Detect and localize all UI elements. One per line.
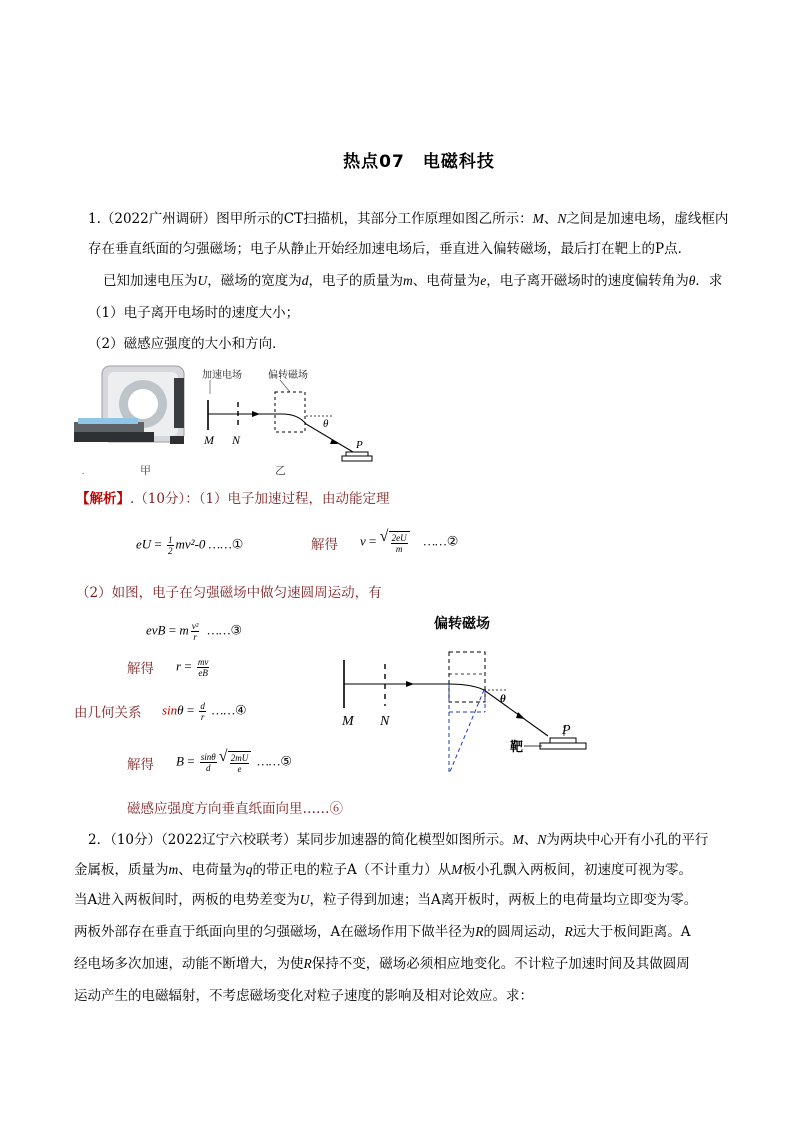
q1-line1-text-b: 之间是加速电场，虚线框内 — [566, 211, 729, 227]
q2-line5-a: 经电场多次加速，动能不断增大，为使 — [74, 956, 304, 972]
fig2-label-N: N — [380, 714, 390, 729]
fig2-label-target: 靶 — [510, 739, 524, 754]
q2-line4-c: 远大于板间距离。A — [572, 924, 691, 940]
field-direction — [127, 799, 343, 819]
target-plate — [540, 743, 586, 749]
eq-radius: r = $\frac{mv}{eB}$ — [176, 657, 209, 678]
q1-sub2: （2）磁感应强度的大小和方向． — [88, 336, 286, 352]
geometry-label: 由几何关系 — [74, 705, 142, 721]
q1-sub1: （1）电子离开电场时的速度大小； — [88, 305, 300, 321]
fig2-label-deflect: 偏转磁场 — [434, 617, 490, 632]
eq3-m: m — [179, 622, 189, 638]
eq1-rhs: mv²-0 …… — [175, 536, 232, 552]
q1-line3-e: ，电子离开磁场时的速度偏转角为 — [486, 273, 689, 289]
fig2-label-P: P — [562, 723, 571, 738]
eq-field-B: B = $\frac{\sin\theta}{d}$ √ $\frac{2mU}{e}$ ……⑤ — [176, 748, 293, 774]
fig2-field-box — [449, 652, 485, 702]
page-title — [0, 147, 794, 172]
circ-4: ④ — [235, 703, 247, 719]
solution-intro-text: .（10分）：（1）电子加速过程，由动能定理 — [130, 491, 390, 507]
frac-half: $\frac{1}{2}$ — [168, 535, 173, 556]
radius-line-2 — [449, 690, 484, 774]
solution-part2-intro: （2）如图，电子在匀强磁场中做匀速圆周运动，有 — [76, 585, 382, 601]
q1-var-N: N — [557, 211, 567, 226]
eq3-lhs: evB — [146, 622, 166, 638]
eq-lorentz: evB = m $\frac{\text{v²}}{r}$ ……③ — [146, 621, 243, 642]
q2-line6: 运动产生的电磁辐射，不考虑磁场变化对粒子速度的影响及相对论效应。求： — [74, 988, 533, 1004]
eq1-lhs: eU — [136, 536, 152, 552]
eq5-tail: …… — [211, 702, 236, 718]
q2-line2-d: 板小孔飘入两板间，初速度可视为零。 — [462, 862, 692, 878]
fig1-label-N: N — [232, 433, 241, 447]
solution-intro — [76, 489, 390, 509]
electron-path — [208, 414, 353, 452]
circ-3: ③ — [230, 623, 243, 639]
eq5-sin: sin — [162, 702, 178, 718]
frac-v2-r: $\frac{\text{v²}}{r}$ — [191, 621, 199, 642]
field-box — [275, 392, 305, 432]
solution-tag: 【解析】 — [76, 491, 130, 507]
caption-jia: 甲 — [140, 465, 151, 477]
frac-d-r: $\frac{d}{r}$ — [200, 701, 205, 722]
eq-velocity: v = √ $\frac{2eU}{m}$ ……② — [360, 528, 459, 554]
q1-line1 — [88, 209, 728, 229]
caption-yi: 乙 — [275, 465, 286, 477]
q2-var-N: N — [537, 832, 547, 847]
eq3-tail: …… — [207, 622, 231, 638]
eq2-v: v — [360, 533, 366, 549]
q1-line3-f: ．求 — [695, 273, 723, 289]
solve-label-1: 解得 — [311, 537, 338, 553]
circ-5: ⑤ — [280, 754, 293, 770]
q1-var-m: m — [403, 273, 413, 288]
eq6-B: B — [176, 753, 184, 769]
q1-line2: 存在垂直纸面的匀强磁场；电子从静止开始经加速电场后，垂直进入偏转磁场，最后打在靶上的P点． — [88, 241, 692, 257]
eq5-theta: θ — [177, 702, 184, 718]
figure-2 — [330, 608, 600, 778]
q2-line3 — [74, 890, 697, 910]
direction-text: 磁感应强度方向垂直纸面向里…… — [127, 801, 330, 817]
eq-energy-theorem: eU = $\frac{1}{2}$ mv²-0 ……① — [136, 535, 244, 556]
fig1-label-P: P — [356, 439, 363, 451]
q2-line3-b: ，粒子得到加速；当A离开板时，两板上的电荷量均立即变为零。 — [309, 892, 698, 908]
eq-sin-theta: sinθ = $\frac{d}{r}$ ……④ — [162, 701, 247, 722]
fig1-label-M: M — [204, 433, 214, 447]
q2-line1-a: 2．（10分）（2022辽宁六校联考）某同步加速器的简化模型如图所示。 — [88, 832, 513, 848]
fig2-electron-path — [344, 684, 548, 736]
q2-var-R2: R — [564, 924, 573, 939]
q1-var-theta: θ — [688, 273, 696, 288]
q2-sep: 、 — [523, 832, 538, 848]
title-part2: 电磁科技 — [422, 152, 495, 172]
title-part1: 热点07 — [343, 152, 405, 172]
eq6-tail: …… — [257, 753, 281, 769]
circ-1: ① — [231, 537, 244, 553]
fig2-label-M: M — [342, 714, 354, 729]
q2-line4 — [74, 922, 691, 942]
frac-mv-eB: $\frac{mv}{eB}$ — [197, 657, 209, 678]
q2-line2 — [74, 860, 692, 880]
solve-label-2: 解得 — [127, 661, 154, 677]
q1-line3-d: 、电荷量为 — [412, 273, 481, 289]
fig1-label-accel: 加速电场 — [202, 370, 242, 381]
q1-line3-b: ，磁场的宽度为 — [207, 273, 302, 289]
circ-6: ⑥ — [329, 801, 343, 817]
sqrt-2mU-e: √ $\frac{2mU}{e}$ — [219, 751, 252, 774]
fig1-label-theta: θ — [323, 418, 329, 430]
circ-2: ② — [446, 534, 459, 550]
q2-var-M: M — [512, 832, 524, 847]
fig2-label-theta: θ — [500, 693, 506, 705]
q2-line2-b: 、电荷量为 — [178, 862, 246, 878]
q2-var-R: R — [475, 924, 484, 939]
q2-var-U: U — [299, 892, 310, 907]
q1-line3-c: ，电子的质量为 — [308, 273, 403, 289]
q1-line1-text-a: 1.（2022广州调研）图甲所示的CT扫描机，其部分工作原理如图乙所示： — [88, 211, 533, 227]
frac-sin-d: $\frac{\sin\theta}{d}$ — [200, 752, 216, 773]
eq2-tail: …… — [423, 533, 447, 549]
q2-line1 — [88, 830, 708, 850]
q2-line5-b: 保持不变，磁场必须相应地变化。不计粒子加速时间及其做圆周 — [311, 956, 690, 972]
q2-var-m: m — [168, 862, 179, 877]
q1-sep: 、 — [543, 211, 558, 227]
q1-var-U: U — [197, 273, 208, 288]
solve-label-3: 解得 — [127, 757, 154, 773]
q1-var-e: e — [480, 273, 487, 288]
svg-text:.: . — [82, 466, 85, 476]
q2-line4-a: 两板外部存在垂直于纸面向里的匀强磁场，A在磁场作用下做半径为 — [74, 924, 476, 940]
ct-scanner-image — [74, 366, 184, 444]
q1-var-M: M — [532, 211, 544, 226]
q2-var-R3: R — [303, 956, 312, 971]
q2-line1-b: 为两块中心开有小孔的平行 — [546, 832, 709, 848]
figure-1 — [70, 364, 410, 482]
eq4-r: r — [176, 658, 182, 674]
fig1-label-deflect: 偏转磁场 — [268, 370, 308, 381]
q2-var-q: q — [245, 862, 253, 877]
q2-line4-b: 的圆周运动， — [483, 924, 565, 940]
q2-line3-a: 当A进入两板间时，两板的电势差变为 — [74, 892, 300, 908]
q2-var-M2: M — [451, 862, 463, 877]
q2-line5 — [74, 954, 690, 974]
q1-line3 — [103, 271, 722, 291]
sqrt-2eU-m: √ $\frac{2eU}{m}$ — [380, 531, 410, 554]
q1-var-d: d — [301, 273, 309, 288]
q1-line3-a: 已知加速电压为 — [103, 273, 198, 289]
q2-line2-a: 金属板，质量为 — [74, 862, 169, 878]
q2-line2-c: 的带正电的粒子A（不计重力）从 — [252, 862, 452, 878]
